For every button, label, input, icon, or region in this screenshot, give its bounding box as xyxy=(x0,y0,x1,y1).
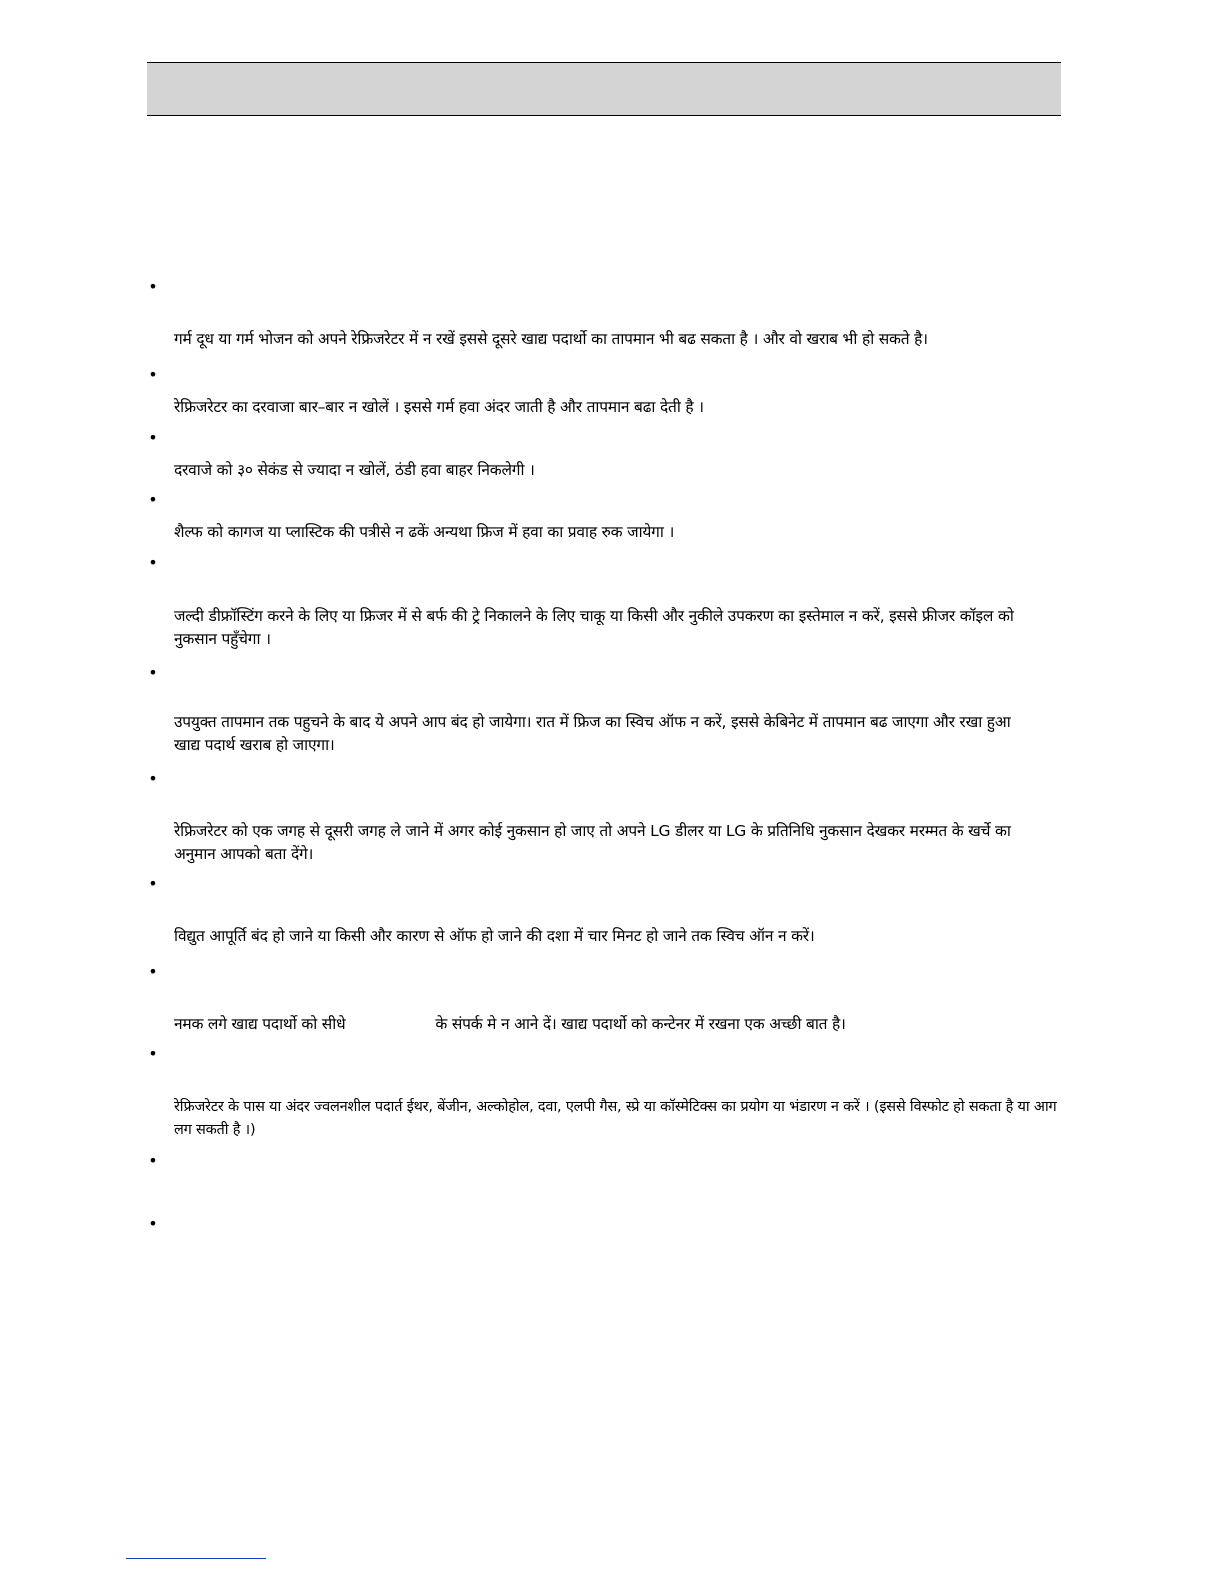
footer-rule xyxy=(126,1558,266,1559)
list-item-text: गर्म दूध या गर्म भोजन को अपने रेफ्रिजरेटर में न रखें इससे दूसरे खाद्य पदार्थो का तापमान भी बढ सकता है । और वो खराब भी हो सकते है। xyxy=(174,330,928,348)
bullet-marker: • xyxy=(148,874,158,893)
bullet-marker: • xyxy=(148,428,158,447)
list-item-text: जल्दी डीफ्रॉस्टिंग करने के लिए या फ्रिजर में से बर्फ की ट्रे निकालने के लिए चाकू या किसी और नुकीले उपकरण का इस्तेमाल न करें, इससे फ्रीजर कॉइल को नुकसान पहुँचेगा । xyxy=(174,607,1014,648)
bullet-marker: • xyxy=(148,365,158,384)
bullet-marker: • xyxy=(148,663,158,682)
list-item-text-after: के संपर्क मे न आने दें। खाद्य पदार्थो को कन्टेनर में रखना एक अच्छी बात है। xyxy=(435,1015,846,1033)
bullet-marker: • xyxy=(148,1151,158,1170)
list-item-text: शैल्फ को कागज या प्लास्टिक की पत्रीसे न ढकें अन्यथा फ्रिज में हवा का प्रवाह रुक जायेगा । xyxy=(174,523,675,541)
list-item-text xyxy=(174,1013,1064,1036)
list-item-text: रेफ्रिजरेटर के पास या अंदर ज्वलनशील पदार्त ईथर, बेंजीन, अल्कोहोल, दवा, एलपी गैस, स्प्रे या कॉस्मेटिक्स का प्रयोग या भंडारण न करें । (इससे विस्फोट हो सकता है या आग लग सकती है ।) xyxy=(174,1099,1057,1138)
bullet-marker: • xyxy=(148,1214,158,1233)
list-item-text: दरवाजे को ३० सेकंड से ज्यादा न खोलें, ठंडी हवा बाहर निकलेगी । xyxy=(174,461,535,479)
list-item-text: उपयुक्त तापमान तक पहुचने के बाद ये अपने आप बंद हो जायेगा। रात में फ्रिज का स्विच ऑफ न करें, इससे केबिनेट में तापमान बढ जाएगा और रखा हुआ खाद्य पदार्थ खराब हो जाएगा। xyxy=(174,713,1011,754)
list-item-text: रेफ्रिजरेटर को एक जगह से दूसरी जगह ले जाने में अगर कोई नुकसान हो जाए तो अपने LG डीलर या LG के प्रतिनिधि नुकसान देखकर मरम्मत के खर्चे का अनुमान आपको बता देंगे। xyxy=(174,822,1011,863)
bullet-marker: • xyxy=(148,553,158,572)
bullet-marker: • xyxy=(148,769,158,788)
bullet-marker: • xyxy=(148,1044,158,1063)
bullet-marker: • xyxy=(148,277,158,296)
header-band xyxy=(147,62,1061,116)
bullet-marker: • xyxy=(148,962,158,981)
list-item-text: विद्युत आपूर्ति बंद हो जाने या किसी और कारण से ऑफ हो जाने की दशा में चार मिनट हो जाने तक स्विच ऑन न करें। xyxy=(174,927,815,945)
list-item-text: रेफ्रिजरेटर का दरवाजा बार–बार न खोलें । इससे गर्म हवा अंदर जाती है और तापमान बढा देती है । xyxy=(174,398,704,416)
list-item-text-before: नमक लगे खाद्य पदार्थो को सीधे xyxy=(174,1015,346,1033)
bullet-marker: • xyxy=(148,490,158,509)
